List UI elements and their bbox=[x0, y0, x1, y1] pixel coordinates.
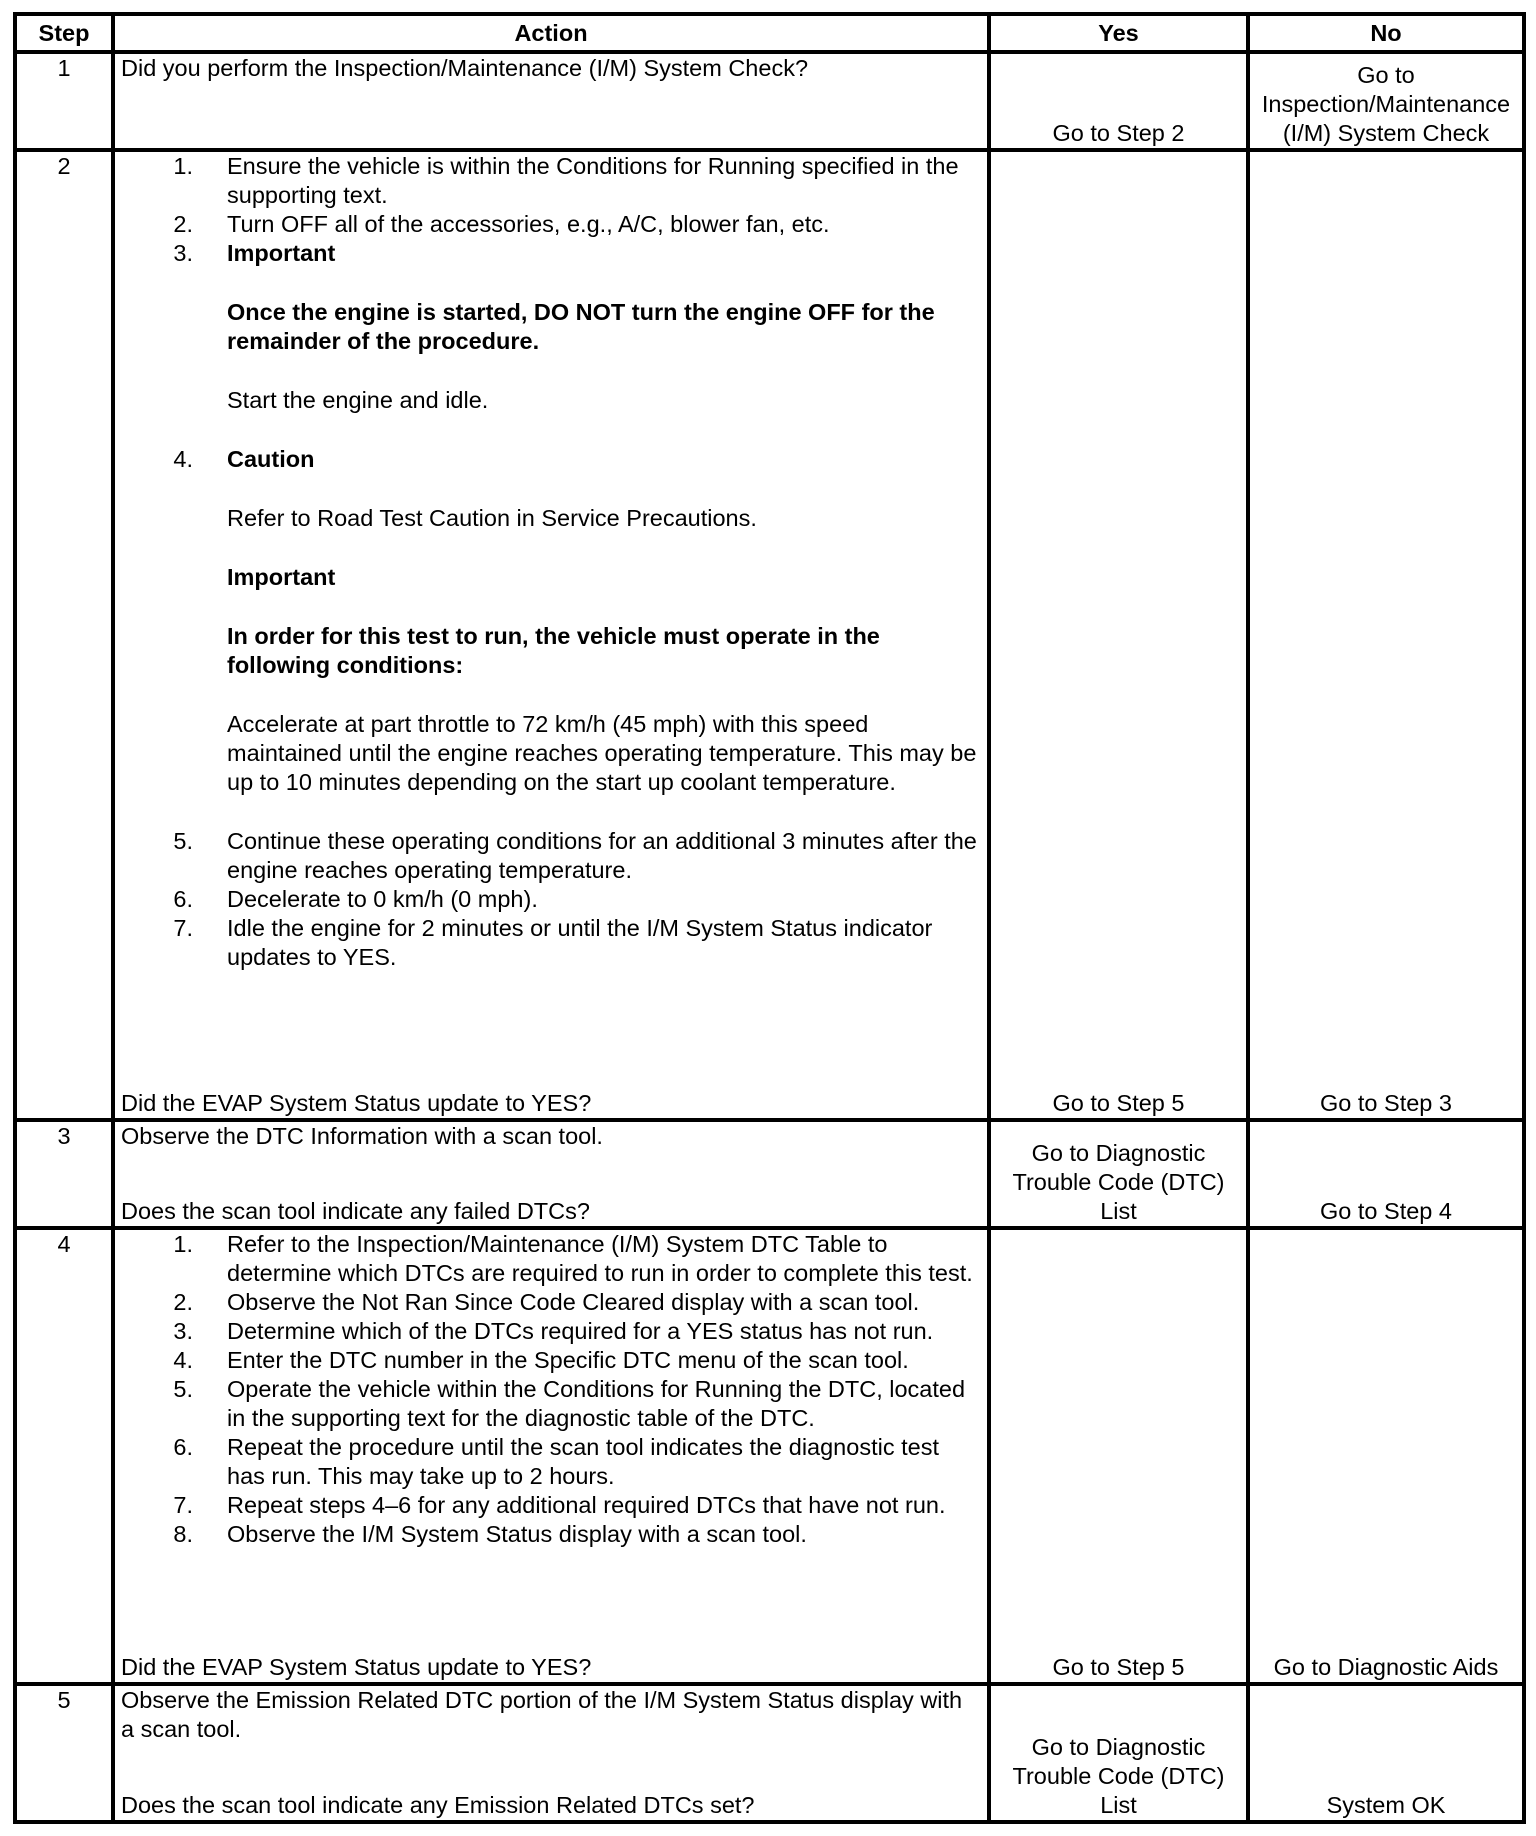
no-cell bbox=[1248, 1684, 1524, 1822]
yes-link[interactable]: Go to Step 2 bbox=[1052, 120, 1185, 146]
question-text: Did the EVAP System Status update to YES? bbox=[121, 1654, 592, 1680]
yes-cell bbox=[989, 1684, 1248, 1822]
table-row bbox=[15, 52, 1524, 150]
yes-cell bbox=[989, 1120, 1248, 1228]
list-item: 3. Important Once the engine is started, DO NOT turn the engine OFF for the remainder of the procedure. Start the engine and idle. bbox=[121, 239, 981, 445]
caution-label: Caution bbox=[227, 446, 315, 472]
yes-cell bbox=[989, 150, 1248, 1120]
table-row bbox=[15, 1120, 1524, 1228]
no-cell bbox=[1248, 1120, 1524, 1228]
no-link[interactable]: Go to Step 4 bbox=[1320, 1198, 1452, 1224]
question-text: Does the scan tool indicate any failed DTCs? bbox=[121, 1198, 590, 1224]
step-number: 4 bbox=[15, 1228, 113, 1684]
list-item: 2. Observe the Not Ran Since Code Cleared display with a scan tool. bbox=[173, 1289, 920, 1315]
table-row bbox=[15, 150, 1524, 1120]
yes-link[interactable]: Go to Step 5 bbox=[1052, 1090, 1185, 1116]
header-yes: Yes bbox=[989, 14, 1248, 52]
yes-link[interactable]: Go to Step 5 bbox=[1052, 1654, 1185, 1680]
header-no: No bbox=[1248, 14, 1524, 52]
list-item: 4. Enter the DTC number in the Specific DTC menu of the scan tool. bbox=[173, 1347, 909, 1373]
instruction-text: Start the engine and idle. bbox=[227, 387, 489, 413]
header-step: Step bbox=[15, 14, 113, 52]
intro-text: Observe the DTC Information with a scan tool. bbox=[121, 1123, 603, 1149]
step-number: 3 bbox=[15, 1120, 113, 1228]
list-item: 5. Continue these operating conditions for an additional 3 minutes after the engine reaches operating temperature. bbox=[173, 828, 977, 883]
procedure-list bbox=[121, 1230, 981, 1549]
list-item: 6. Repeat the procedure until the scan tool indicates the diagnostic test has run. This may take up to 2 hours. bbox=[173, 1434, 939, 1489]
no-link[interactable]: Go to Diagnostic Aids bbox=[1273, 1654, 1499, 1680]
list-item: 3. Determine which of the DTCs required for a YES status has not run. bbox=[173, 1318, 934, 1344]
instruction-text: Accelerate at part throttle to 72 km/h (45 mph) with this speed maintained until the engine reaches operating temperature. This may be up to 10 minutes depending on the start up coolant temperature. bbox=[227, 711, 977, 795]
diagnostic-table bbox=[13, 12, 1526, 1824]
no-link[interactable]: Go to Inspection/Maintenance (I/M) System Check bbox=[1261, 62, 1511, 146]
no-cell bbox=[1248, 1228, 1524, 1684]
step-number: 5 bbox=[15, 1684, 113, 1822]
list-item: 6. Decelerate to 0 km/h (0 mph). bbox=[173, 886, 538, 912]
list-item: 7. Repeat steps 4–6 for any additional required DTCs that have not run. bbox=[173, 1492, 946, 1518]
question-text: Does the scan tool indicate any Emission Related DTCs set? bbox=[121, 1792, 755, 1818]
action-cell bbox=[113, 1684, 989, 1822]
intro-text: Observe the Emission Related DTC portion of the I/M System Status display with a scan tool. bbox=[121, 1687, 963, 1742]
procedure-list bbox=[121, 152, 981, 972]
no-cell bbox=[1248, 150, 1524, 1120]
no-link[interactable]: System OK bbox=[1326, 1792, 1446, 1818]
action-cell bbox=[113, 1120, 989, 1228]
important-label: Important bbox=[227, 240, 336, 266]
action-cell bbox=[113, 52, 989, 150]
important-note: In order for this test to run, the vehicle must operate in the following conditions: bbox=[227, 623, 880, 678]
important-note: Once the engine is started, DO NOT turn the engine OFF for the remainder of the procedure. bbox=[227, 299, 935, 354]
yes-link[interactable]: Go to Diagnostic Trouble Code (DTC) List bbox=[1012, 1734, 1225, 1818]
caution-text: Refer to Road Test Caution in Service Precautions. bbox=[227, 505, 757, 531]
header-action: Action bbox=[113, 14, 989, 52]
list-item: 7. Idle the engine for 2 minutes or until the I/M System Status indicator updates to YES. bbox=[173, 915, 933, 970]
question-text: Did the EVAP System Status update to YES? bbox=[121, 1090, 592, 1116]
step-number: 2 bbox=[15, 150, 113, 1120]
yes-link[interactable]: Go to Diagnostic Trouble Code (DTC) List bbox=[1012, 1140, 1225, 1224]
yes-cell bbox=[989, 1228, 1248, 1684]
list-item: 8. Observe the I/M System Status display with a scan tool. bbox=[173, 1521, 807, 1547]
no-link[interactable]: Go to Step 3 bbox=[1320, 1090, 1452, 1116]
list-item: 1. Refer to the Inspection/Maintenance (I/M) System DTC Table to determine which DTCs are required to run in order to complete this test. bbox=[173, 1231, 973, 1286]
list-item: 5. Operate the vehicle within the Conditions for Running the DTC, located in the supporting text for the diagnostic table of the DTC. bbox=[173, 1376, 966, 1431]
yes-cell bbox=[989, 52, 1248, 150]
table-row bbox=[15, 1684, 1524, 1822]
header-row bbox=[15, 14, 1524, 52]
no-cell bbox=[1248, 52, 1524, 150]
important-label: Important bbox=[227, 564, 336, 590]
action-cell bbox=[113, 150, 989, 1120]
table-row bbox=[15, 1228, 1524, 1684]
question-text: Did you perform the Inspection/Maintenance (I/M) System Check? bbox=[121, 55, 809, 81]
step-number: 1 bbox=[15, 52, 113, 150]
list-item: 2. Turn OFF all of the accessories, e.g., A/C, blower fan, etc. bbox=[173, 211, 830, 237]
list-item: 1. Ensure the vehicle is within the Conditions for Running specified in the supporting text. bbox=[173, 153, 959, 208]
action-cell bbox=[113, 1228, 989, 1684]
list-item: 4. Caution Refer to Road Test Caution in Service Precautions. Important In order for this test to run, the vehicle must operate in the following conditions: Accelerate at part throttle to 72 km/h (45 mph) with this speed maintained until the engine reaches operating temperature. This may be up to 10 minutes depending on the start up coolant temperature. bbox=[173, 446, 977, 795]
